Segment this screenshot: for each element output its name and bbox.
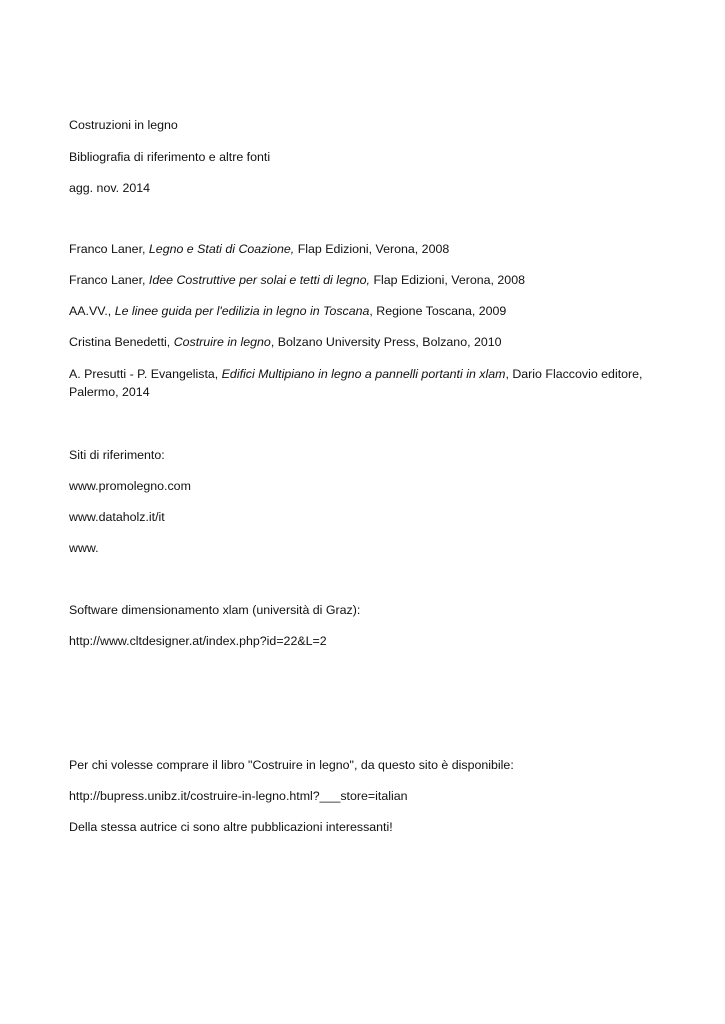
- entry-publisher: Flap Edizioni, Verona, 2008: [370, 273, 525, 287]
- document-title: Costruzioni in legno: [69, 118, 178, 132]
- entry-publisher: , Bolzano University Press, Bolzano, 2010: [270, 335, 502, 349]
- software-link[interactable]: http://www.cltdesigner.at/index.php?id=22&L=2: [69, 634, 327, 648]
- entry-authors: Cristina Benedetti,: [69, 335, 174, 349]
- purchase-note: Della stessa autrice ci sono altre pubblicazioni interessanti!: [69, 820, 393, 834]
- entry-publisher: , Regione Toscana, 2009: [369, 304, 507, 318]
- entry-title: Costruire in legno: [173, 335, 271, 349]
- site-link[interactable]: www.promolegno.com: [69, 479, 191, 493]
- sites-heading: Siti di riferimento:: [69, 448, 165, 462]
- purchase-text: Per chi volesse comprare il libro "Costruire in legno", da questo sito è disponibile:: [69, 758, 514, 772]
- entry-authors: Franco Laner,: [69, 242, 149, 256]
- site-link[interactable]: www.dataholz.it/it: [69, 510, 165, 524]
- entry-title: Idee Costruttive per solai e tetti di legno,: [148, 273, 370, 287]
- document-subtitle: Bibliografia di riferimento e altre fonti: [69, 150, 271, 164]
- entry-publisher: Flap Edizioni, Verona, 2008: [294, 242, 450, 256]
- bibliography-entry: [69, 365, 649, 401]
- entry-authors: Franco Laner,: [69, 273, 149, 287]
- bibliography-entry: [69, 240, 669, 258]
- entry-title: Legno e Stati di Coazione,: [148, 242, 295, 256]
- entry-authors: A. Presutti - P. Evangelista,: [69, 367, 222, 381]
- bibliography-entry: [69, 302, 669, 320]
- bibliography-entry: [69, 333, 669, 351]
- update-date: agg. nov. 2014: [69, 181, 151, 195]
- bibliography-entry: [69, 271, 669, 289]
- entry-title: Edifici Multipiano in legno a pannelli portanti in xlam: [221, 367, 506, 381]
- entry-authors: AA.VV.,: [69, 304, 115, 318]
- site-link[interactable]: www.: [69, 541, 99, 555]
- purchase-link[interactable]: http://bupress.unibz.it/costruire-in-legno.html?___store=italian: [69, 789, 408, 803]
- software-heading: Software dimensionamento xlam (università di Graz):: [69, 603, 361, 617]
- entry-publisher: , Dario Flaccovio editore, Palermo, 2014: [69, 367, 643, 399]
- entry-title: Le linee guida per l'edilizia in legno in Toscana: [114, 304, 370, 318]
